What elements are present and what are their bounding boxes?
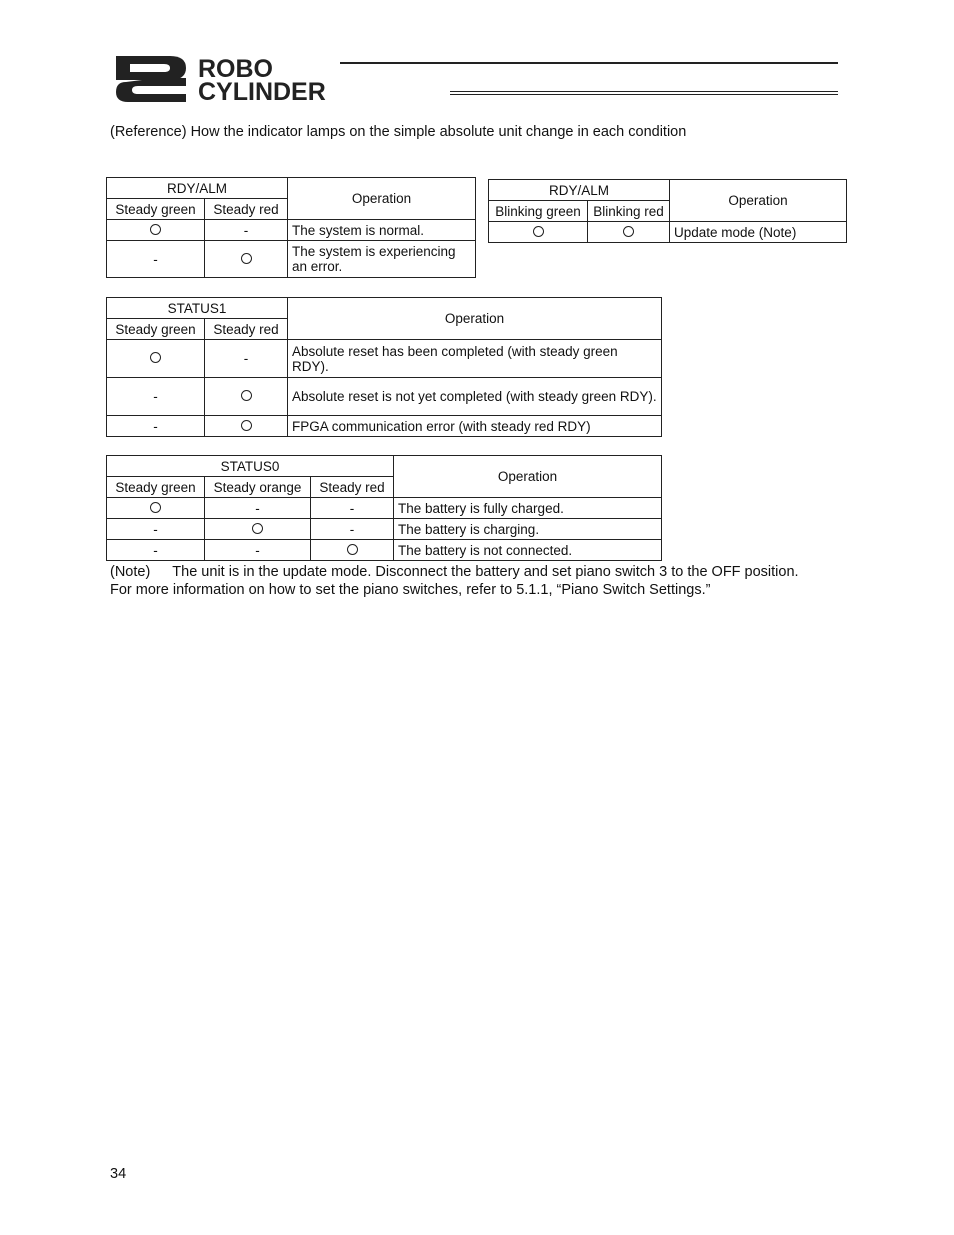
lamp-cell	[107, 220, 205, 241]
column-header: Steady orange	[205, 477, 311, 498]
lamp-on-circle-icon	[533, 226, 544, 237]
note	[110, 563, 870, 599]
column-header: Steady red	[311, 477, 394, 498]
rc-logo-mark	[116, 56, 186, 102]
column-header: Blinking red	[588, 201, 670, 222]
operation-cell: The system is normal.	[288, 220, 476, 241]
lamp-on-circle-icon	[241, 390, 252, 401]
intro-text: (Reference) How the indicator lamps on the simple absolute unit change in each condition	[110, 124, 687, 140]
table-row	[107, 540, 662, 561]
group-header: RDY/ALM	[489, 180, 670, 201]
operation-cell: The system is experiencing an error.	[288, 241, 476, 278]
note-label: (Note)	[110, 564, 151, 580]
table-row	[107, 378, 662, 416]
header-rule-top	[340, 62, 838, 64]
operation-cell: The battery is fully charged.	[394, 498, 662, 519]
group-header: STATUS1	[107, 298, 288, 319]
lamp-on-circle-icon	[252, 523, 263, 534]
table-rdy-alm-blinking	[488, 179, 847, 243]
lamp-cell	[489, 222, 588, 243]
lamp-on-circle-icon	[150, 352, 161, 363]
table-row	[107, 519, 662, 540]
lamp-cell	[205, 416, 288, 437]
table-row	[107, 220, 476, 241]
robo-cylinder-logo	[112, 52, 442, 104]
column-header: Steady green	[107, 319, 205, 340]
operation-header: Operation	[288, 178, 476, 220]
lamp-cell: -	[205, 340, 288, 378]
lamp-on-circle-icon	[241, 253, 252, 264]
lamp-cell	[311, 540, 394, 561]
table-status0	[106, 455, 662, 561]
operation-cell: FPGA communication error (with steady red RDY)	[288, 416, 662, 437]
lamp-cell	[107, 340, 205, 378]
group-header: STATUS0	[107, 456, 394, 477]
lamp-cell	[205, 519, 311, 540]
operation-cell: Absolute reset has been completed (with steady green RDY).	[288, 340, 662, 378]
lamp-on-circle-icon	[623, 226, 634, 237]
lamp-cell	[107, 498, 205, 519]
lamp-cell: -	[107, 416, 205, 437]
lamp-on-circle-icon	[150, 224, 161, 235]
lamp-cell	[205, 378, 288, 416]
lamp-cell: -	[205, 540, 311, 561]
header-rule-bottom-1	[450, 91, 838, 92]
lamp-on-circle-icon	[241, 420, 252, 431]
lamp-on-circle-icon	[150, 502, 161, 513]
note-line-1: The unit is in the update mode. Disconnect the battery and set piano switch 3 to the OFF position.	[172, 564, 799, 580]
table-rdy-alm-steady	[106, 177, 476, 278]
table-row	[107, 416, 662, 437]
lamp-cell: -	[107, 378, 205, 416]
lamp-cell	[205, 241, 288, 278]
operation-header: Operation	[394, 456, 662, 498]
operation-cell: The battery is charging.	[394, 519, 662, 540]
lamp-cell	[588, 222, 670, 243]
group-header: RDY/ALM	[107, 178, 288, 199]
column-header: Steady green	[107, 199, 205, 220]
lamp-cell: -	[107, 519, 205, 540]
column-header: Steady red	[205, 199, 288, 220]
operation-cell: Update mode (Note)	[670, 222, 847, 243]
lamp-cell: -	[311, 498, 394, 519]
table-row	[107, 340, 662, 378]
column-header: Blinking green	[489, 201, 588, 222]
lamp-cell: -	[107, 540, 205, 561]
column-header: Steady green	[107, 477, 205, 498]
brand-line-1: ROBO	[198, 55, 273, 83]
table-status1	[106, 297, 662, 437]
page-number: 34	[110, 1166, 127, 1182]
header-rule-bottom-2	[450, 94, 838, 95]
lamp-on-circle-icon	[347, 544, 358, 555]
brand-line-2: CYLINDER	[198, 78, 326, 104]
lamp-cell: -	[205, 220, 288, 241]
table-row	[489, 222, 847, 243]
operation-header: Operation	[288, 298, 662, 340]
column-header: Steady red	[205, 319, 288, 340]
note-line-2: For more information on how to set the piano switches, refer to 5.1.1, “Piano Switch Settings.”	[110, 582, 711, 598]
lamp-cell: -	[107, 241, 205, 278]
table-row	[107, 498, 662, 519]
table-row	[107, 241, 476, 278]
operation-header: Operation	[670, 180, 847, 222]
operation-cell: The battery is not connected.	[394, 540, 662, 561]
operation-cell: Absolute reset is not yet completed (with steady green RDY).	[288, 378, 662, 416]
lamp-cell: -	[205, 498, 311, 519]
lamp-cell: -	[311, 519, 394, 540]
